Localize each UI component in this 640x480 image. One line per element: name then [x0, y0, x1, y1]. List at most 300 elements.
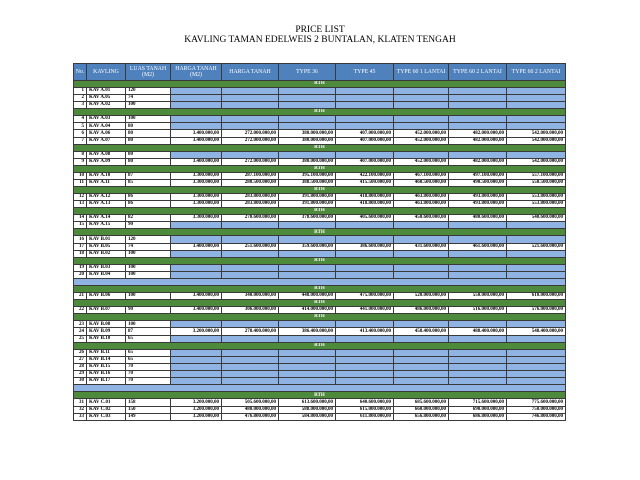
- cell-harga-tanah-m2: 3.200.000,00: [171, 328, 222, 335]
- cell-type-60-2-lantai-alt: 542.000.000,00: [507, 137, 566, 144]
- cell-type-36: 380.000.000,00: [279, 137, 336, 144]
- table-row: [74, 130, 566, 137]
- cell-kavling: KAV B.06: [87, 293, 126, 300]
- rth-separator-row: [74, 229, 566, 236]
- cell-luas-tanah: 120: [126, 236, 171, 243]
- cell-type-60-2-lantai-alt: 553.800.000,00: [507, 194, 566, 201]
- table-row: [74, 271, 566, 278]
- cell-type-60-2-lantai-alt: 548.400.000,00: [507, 328, 566, 335]
- cell-harga-tanah-m2: [171, 95, 222, 102]
- cell-harga-tanah: 278.400.000,00: [222, 328, 279, 335]
- cell-harga-tanah-m2: 3.200.000,00: [171, 406, 222, 413]
- cell-harga-tanah-m2: 3.300.000,00: [171, 179, 222, 186]
- cell-type-60-2-lantai: 686.800.000,00: [449, 413, 507, 420]
- cell-harga-tanah: 306.000.000,00: [222, 307, 279, 314]
- cell-luas-tanah: 85: [126, 179, 171, 186]
- cell-type-36: [279, 250, 336, 257]
- cell-harga-tanah: [222, 102, 279, 109]
- cell-type-45: 407.000.000,00: [336, 137, 394, 144]
- cell-type-36: 391.800.000,00: [279, 194, 336, 201]
- table-row: [74, 370, 566, 377]
- cell-type-60-2-lantai: 493.800.000,00: [449, 201, 507, 208]
- cell-luas-tanah: 74: [126, 243, 171, 250]
- cell-no: 22: [74, 307, 87, 314]
- cell-type-60-1-lantai: [394, 250, 449, 257]
- table-row: [74, 236, 566, 243]
- cell-luas-tanah: 100: [126, 271, 171, 278]
- cell-harga-tanah: 272.000.000,00: [222, 158, 279, 165]
- cell-type-45: [336, 95, 394, 102]
- table-row: [74, 356, 566, 363]
- cell-type-36: [279, 88, 336, 95]
- cell-type-60-2-lantai: 480.600.000,00: [449, 215, 507, 222]
- cell-kavling: KAV A.06: [87, 130, 126, 137]
- cell-type-60-1-lantai: 452.000.000,00: [394, 130, 449, 137]
- cell-harga-tanah-m2: 3.300.000,00: [171, 172, 222, 179]
- cell-type-45: 615.000.000,00: [336, 406, 394, 413]
- cell-type-60-1-lantai: 431.600.000,00: [394, 243, 449, 250]
- cell-type-60-2-lantai: 715.600.000,00: [449, 399, 507, 406]
- cell-harga-tanah: 283.800.000,00: [222, 194, 279, 201]
- cell-harga-tanah: [222, 123, 279, 130]
- cell-harga-tanah-m2: 3.200.000,00: [171, 413, 222, 420]
- cell-type-60-2-lantai-alt: 550.500.000,00: [507, 179, 566, 186]
- cell-kavling: KAV B.04: [87, 271, 126, 278]
- header-type-60-2-lantai: TYPE 60 2 LANTAI: [449, 64, 507, 81]
- cell-type-60-1-lantai: [394, 222, 449, 229]
- cell-type-36: 388.500.000,00: [279, 179, 336, 186]
- cell-type-45: [336, 349, 394, 356]
- cell-luas-tanah: 149: [126, 413, 171, 420]
- cell-harga-tanah-m2: [171, 321, 222, 328]
- cell-type-60-2-lantai-alt: [507, 370, 566, 377]
- cell-harga-tanah-m2: 3.400.000,00: [171, 158, 222, 165]
- cell-type-45: [336, 356, 394, 363]
- cell-harga-tanah: [222, 321, 279, 328]
- cell-harga-tanah: [222, 335, 279, 342]
- cell-luas-tanah: 80: [126, 151, 171, 158]
- cell-type-60-1-lantai: [394, 95, 449, 102]
- cell-type-60-1-lantai: 458.400.000,00: [394, 328, 449, 335]
- table-row: [74, 349, 566, 356]
- cell-kavling: KAV A.12: [87, 194, 126, 201]
- cell-harga-tanah-m2: 3.300.000,00: [171, 201, 222, 208]
- cell-luas-tanah: 80: [126, 123, 171, 130]
- page-subtitle: KAVLING TAMAN EDELWEIS 2 BUNTALAN, KLATEN TENGAH: [184, 35, 456, 45]
- cell-luas-tanah: 100: [126, 116, 171, 123]
- cell-luas-tanah: 82: [126, 215, 171, 222]
- cell-type-60-2-lantai-alt: [507, 116, 566, 123]
- cell-type-60-2-lantai-alt: 610.000.000,00: [507, 293, 566, 300]
- cell-type-60-2-lantai-alt: [507, 378, 566, 385]
- cell-harga-tanah-m2: 3.400.000,00: [171, 243, 222, 250]
- cell-type-45: 475.000.000,00: [336, 293, 394, 300]
- rth-separator-row: [74, 187, 566, 194]
- table-row: [74, 194, 566, 201]
- cell-type-60-2-lantai-alt: 775.600.000,00: [507, 399, 566, 406]
- cell-type-60-1-lantai: [394, 271, 449, 278]
- cell-harga-tanah-m2: [171, 378, 222, 385]
- cell-type-60-1-lantai: 450.600.000,00: [394, 215, 449, 222]
- cell-type-36: [279, 151, 336, 158]
- cell-kavling: KAV A.11: [87, 179, 126, 186]
- cell-kavling: KAV B.02: [87, 250, 126, 257]
- cell-type-60-2-lantai: [449, 222, 507, 229]
- cell-harga-tanah-m2: [171, 236, 222, 243]
- cell-no: 6: [74, 130, 87, 137]
- header-type-45: TYPE 45: [336, 64, 394, 81]
- cell-harga-tanah: 505.600.000,00: [222, 399, 279, 406]
- cell-type-60-2-lantai-alt: [507, 335, 566, 342]
- cell-type-60-1-lantai: [394, 321, 449, 328]
- cell-type-60-2-lantai: [449, 363, 507, 370]
- cell-kavling: KAV A.09: [87, 158, 126, 165]
- rth-label: RTH: [74, 144, 566, 151]
- cell-type-60-1-lantai: [394, 88, 449, 95]
- cell-no: 20: [74, 271, 87, 278]
- cell-kavling: KAV B.03: [87, 264, 126, 271]
- cell-luas-tanah: 86: [126, 194, 171, 201]
- cell-type-36: 588.000.000,00: [279, 406, 336, 413]
- cell-type-60-2-lantai: [449, 250, 507, 257]
- cell-type-36: [279, 95, 336, 102]
- rth-separator-row: [74, 144, 566, 151]
- cell-luas-tanah: 65: [126, 356, 171, 363]
- cell-type-36: 359.600.000,00: [279, 243, 336, 250]
- rth-label: RTH: [74, 208, 566, 215]
- cell-type-45: 611.800.000,00: [336, 413, 394, 420]
- cell-no: 19: [74, 264, 87, 271]
- cell-harga-tanah-m2: [171, 123, 222, 130]
- cell-luas-tanah: 87: [126, 172, 171, 179]
- cell-type-60-2-lantai-alt: 542.000.000,00: [507, 158, 566, 165]
- table-row: [74, 201, 566, 208]
- table-row: [74, 95, 566, 102]
- cell-type-36: [279, 271, 336, 278]
- cell-luas-tanah: 100: [126, 321, 171, 328]
- cell-kavling: KAV B.07: [87, 307, 126, 314]
- price-table: [73, 63, 566, 421]
- cell-kavling: KAV A.07: [87, 137, 126, 144]
- cell-harga-tanah-m2: 3.300.000,00: [171, 194, 222, 201]
- cell-harga-tanah: 272.000.000,00: [222, 130, 279, 137]
- cell-type-60-2-lantai-alt: [507, 264, 566, 271]
- cell-type-36: [279, 349, 336, 356]
- cell-type-60-1-lantai: [394, 370, 449, 377]
- cell-type-60-1-lantai: 685.600.000,00: [394, 399, 449, 406]
- cell-no: 32: [74, 406, 87, 413]
- cell-no: 10: [74, 172, 87, 179]
- cell-type-45: 407.000.000,00: [336, 158, 394, 165]
- cell-type-60-1-lantai: [394, 335, 449, 342]
- cell-no: 7: [74, 137, 87, 144]
- cell-harga-tanah: [222, 264, 279, 271]
- cell-luas-tanah: 100: [126, 293, 171, 300]
- cell-type-60-2-lantai: [449, 123, 507, 130]
- rth-separator-row: [74, 165, 566, 172]
- cell-type-45: 640.600.000,00: [336, 399, 394, 406]
- rth-separator-row: [74, 392, 566, 399]
- cell-type-60-2-lantai-alt: [507, 88, 566, 95]
- table-row: [74, 137, 566, 144]
- cell-type-36: 414.000.000,00: [279, 307, 336, 314]
- cell-type-45: [336, 88, 394, 95]
- cell-luas-tanah: 150: [126, 406, 171, 413]
- cell-type-60-2-lantai-alt: 540.600.000,00: [507, 215, 566, 222]
- cell-kavling: KAV A.08: [87, 151, 126, 158]
- cell-type-45: [336, 378, 394, 385]
- cell-luas-tanah: 70: [126, 370, 171, 377]
- cell-luas-tanah: 158: [126, 399, 171, 406]
- rth-separator-row: [74, 342, 566, 349]
- cell-type-36: 584.800.000,00: [279, 413, 336, 420]
- cell-harga-tanah-m2: [171, 363, 222, 370]
- cell-type-36: 448.000.000,00: [279, 293, 336, 300]
- cell-type-36: [279, 116, 336, 123]
- cell-kavling: KAV B.11: [87, 349, 126, 356]
- cell-no: 25: [74, 335, 87, 342]
- cell-kavling: KAV A.03: [87, 116, 126, 123]
- cell-luas-tanah: 70: [126, 363, 171, 370]
- cell-type-45: [336, 151, 394, 158]
- cell-type-60-1-lantai: [394, 102, 449, 109]
- cell-no: 31: [74, 399, 87, 406]
- cell-no: 26: [74, 349, 87, 356]
- table-row: [74, 172, 566, 179]
- cell-type-60-2-lantai: [449, 151, 507, 158]
- cell-no: 11: [74, 179, 87, 186]
- cell-type-36: 380.000.000,00: [279, 130, 336, 137]
- cell-no: 5: [74, 123, 87, 130]
- cell-harga-tanah-m2: [171, 222, 222, 229]
- blank-row: [74, 278, 566, 285]
- cell-type-45: 422.100.000,00: [336, 172, 394, 179]
- cell-no: 13: [74, 201, 87, 208]
- cell-harga-tanah-m2: [171, 370, 222, 377]
- cell-type-45: [336, 222, 394, 229]
- cell-luas-tanah: 100: [126, 250, 171, 257]
- cell-type-45: 405.600.000,00: [336, 215, 394, 222]
- cell-type-60-1-lantai: [394, 356, 449, 363]
- cell-no: 15: [74, 222, 87, 229]
- cell-luas-tanah: 87: [126, 328, 171, 335]
- rth-label: RTH: [74, 81, 566, 88]
- page-title: PRICE LIST: [295, 25, 345, 35]
- cell-harga-tanah: [222, 151, 279, 158]
- cell-harga-tanah: [222, 95, 279, 102]
- table-row: [74, 88, 566, 95]
- cell-type-60-2-lantai-alt: [507, 236, 566, 243]
- cell-no: 33: [74, 413, 87, 420]
- cell-type-36: 380.000.000,00: [279, 158, 336, 165]
- cell-type-36: [279, 236, 336, 243]
- cell-type-60-1-lantai: [394, 151, 449, 158]
- cell-type-45: 441.000.000,00: [336, 307, 394, 314]
- rth-label: RTH: [74, 300, 566, 307]
- cell-harga-tanah-m2: 3.400.000,00: [171, 130, 222, 137]
- cell-kavling: KAV B.05: [87, 243, 126, 250]
- cell-type-36: [279, 222, 336, 229]
- cell-no: 12: [74, 194, 87, 201]
- table-row: [74, 293, 566, 300]
- cell-type-60-1-lantai: [394, 236, 449, 243]
- cell-no: 16: [74, 236, 87, 243]
- cell-type-60-2-lantai: [449, 95, 507, 102]
- table-row: [74, 243, 566, 250]
- cell-type-60-2-lantai-alt: [507, 349, 566, 356]
- table-row: [74, 399, 566, 406]
- cell-type-60-2-lantai: [449, 335, 507, 342]
- cell-type-60-2-lantai: 482.000.000,00: [449, 137, 507, 144]
- cell-type-60-2-lantai-alt: [507, 95, 566, 102]
- rth-label: RTH: [74, 342, 566, 349]
- cell-harga-tanah-m2: 3.400.000,00: [171, 307, 222, 314]
- table-row: [74, 335, 566, 342]
- cell-type-60-2-lantai: 493.800.000,00: [449, 194, 507, 201]
- blank-cell: [74, 278, 566, 285]
- rth-separator-row: [74, 81, 566, 88]
- cell-type-36: [279, 264, 336, 271]
- cell-type-60-2-lantai-alt: 553.800.000,00: [507, 201, 566, 208]
- table-row: [74, 123, 566, 130]
- cell-type-45: [336, 271, 394, 278]
- cell-type-60-2-lantai: [449, 116, 507, 123]
- cell-harga-tanah: [222, 378, 279, 385]
- cell-type-60-1-lantai: 463.800.000,00: [394, 194, 449, 201]
- cell-harga-tanah: 476.800.000,00: [222, 413, 279, 420]
- cell-type-45: 413.400.000,00: [336, 328, 394, 335]
- cell-type-60-2-lantai: 497.100.000,00: [449, 172, 507, 179]
- cell-type-60-1-lantai: 520.000.000,00: [394, 293, 449, 300]
- cell-type-60-2-lantai: [449, 356, 507, 363]
- cell-type-60-2-lantai-alt: [507, 321, 566, 328]
- table-row: [74, 222, 566, 229]
- cell-harga-tanah: [222, 236, 279, 243]
- cell-type-60-2-lantai: [449, 370, 507, 377]
- cell-kavling: KAV B.01: [87, 236, 126, 243]
- blank-row: [74, 385, 566, 392]
- cell-type-45: [336, 335, 394, 342]
- cell-luas-tanah: 100: [126, 102, 171, 109]
- cell-no: 29: [74, 370, 87, 377]
- cell-type-60-2-lantai-alt: [507, 363, 566, 370]
- table-row: [74, 179, 566, 186]
- table-row: [74, 413, 566, 420]
- cell-type-45: [336, 123, 394, 130]
- cell-type-45: [336, 370, 394, 377]
- cell-type-60-2-lantai: [449, 88, 507, 95]
- cell-type-45: [336, 321, 394, 328]
- rth-label: RTH: [74, 187, 566, 194]
- cell-kavling: KAV A.02: [87, 102, 126, 109]
- cell-type-60-2-lantai-alt: 557.100.000,00: [507, 172, 566, 179]
- cell-luas-tanah: 80: [126, 130, 171, 137]
- table-row: [74, 151, 566, 158]
- rth-separator-row: [74, 208, 566, 215]
- cell-harga-tanah-m2: [171, 151, 222, 158]
- cell-luas-tanah: 80: [126, 137, 171, 144]
- cell-kavling: KAV A.14: [87, 215, 126, 222]
- cell-harga-tanah: 251.600.000,00: [222, 243, 279, 250]
- cell-type-60-2-lantai: 488.400.000,00: [449, 328, 507, 335]
- table-row: [74, 250, 566, 257]
- cell-harga-tanah-m2: [171, 335, 222, 342]
- cell-type-60-2-lantai-alt: 746.800.000,00: [507, 413, 566, 420]
- cell-luas-tanah: 65: [126, 349, 171, 356]
- cell-harga-tanah: [222, 370, 279, 377]
- cell-type-36: 391.800.000,00: [279, 201, 336, 208]
- cell-type-36: [279, 321, 336, 328]
- cell-harga-tanah: 287.100.000,00: [222, 172, 279, 179]
- cell-luas-tanah: 80: [126, 158, 171, 165]
- rth-separator-row: [74, 300, 566, 307]
- cell-no: 28: [74, 363, 87, 370]
- rth-label: RTH: [74, 165, 566, 172]
- cell-harga-tanah-m2: [171, 264, 222, 271]
- cell-type-60-1-lantai: [394, 349, 449, 356]
- cell-kavling: KAV A.01: [87, 88, 126, 95]
- cell-kavling: KAV A.13: [87, 201, 126, 208]
- cell-harga-tanah: 272.000.000,00: [222, 137, 279, 144]
- cell-harga-tanah-m2: 3.300.000,00: [171, 215, 222, 222]
- cell-luas-tanah: 90: [126, 222, 171, 229]
- cell-harga-tanah-m2: [171, 349, 222, 356]
- cell-type-60-1-lantai: 460.500.000,00: [394, 179, 449, 186]
- cell-no: 27: [74, 356, 87, 363]
- cell-type-45: 407.000.000,00: [336, 130, 394, 137]
- cell-type-60-1-lantai: [394, 363, 449, 370]
- table-row: [74, 215, 566, 222]
- cell-type-60-2-lantai-alt: [507, 356, 566, 363]
- cell-type-60-1-lantai: 452.000.000,00: [394, 137, 449, 144]
- rth-separator-row: [74, 109, 566, 116]
- cell-type-60-2-lantai: 516.000.000,00: [449, 307, 507, 314]
- cell-no: 4: [74, 116, 87, 123]
- cell-type-60-2-lantai-alt: 750.000.000,00: [507, 406, 566, 413]
- cell-type-36: [279, 363, 336, 370]
- cell-type-60-1-lantai: 656.800.000,00: [394, 413, 449, 420]
- cell-type-60-2-lantai-alt: 542.000.000,00: [507, 130, 566, 137]
- cell-type-36: 395.100.000,00: [279, 172, 336, 179]
- cell-type-60-1-lantai: 463.800.000,00: [394, 201, 449, 208]
- cell-kavling: KAV C.01: [87, 399, 126, 406]
- cell-type-60-2-lantai: 690.000.000,00: [449, 406, 507, 413]
- cell-harga-tanah-m2: 3.200.000,00: [171, 399, 222, 406]
- cell-harga-tanah-m2: [171, 356, 222, 363]
- cell-type-60-1-lantai: 660.000.000,00: [394, 406, 449, 413]
- table-header-row: [74, 64, 566, 81]
- cell-type-60-2-lantai-alt: 521.600.000,00: [507, 243, 566, 250]
- cell-type-45: [336, 250, 394, 257]
- cell-type-60-2-lantai-alt: 576.000.000,00: [507, 307, 566, 314]
- rth-separator-row: [74, 314, 566, 321]
- cell-no: 2: [74, 95, 87, 102]
- cell-type-60-1-lantai: [394, 378, 449, 385]
- cell-kavling: KAV B.15: [87, 363, 126, 370]
- cell-harga-tanah: 340.000.000,00: [222, 293, 279, 300]
- cell-harga-tanah: 270.600.000,00: [222, 215, 279, 222]
- cell-type-60-2-lantai-alt: [507, 271, 566, 278]
- cell-type-60-2-lantai-alt: [507, 102, 566, 109]
- cell-type-45: 415.500.000,00: [336, 179, 394, 186]
- table-row: [74, 406, 566, 413]
- table-row: [74, 158, 566, 165]
- cell-harga-tanah: [222, 88, 279, 95]
- cell-type-45: [336, 116, 394, 123]
- cell-harga-tanah: [222, 356, 279, 363]
- cell-harga-tanah: [222, 349, 279, 356]
- cell-no: 1: [74, 88, 87, 95]
